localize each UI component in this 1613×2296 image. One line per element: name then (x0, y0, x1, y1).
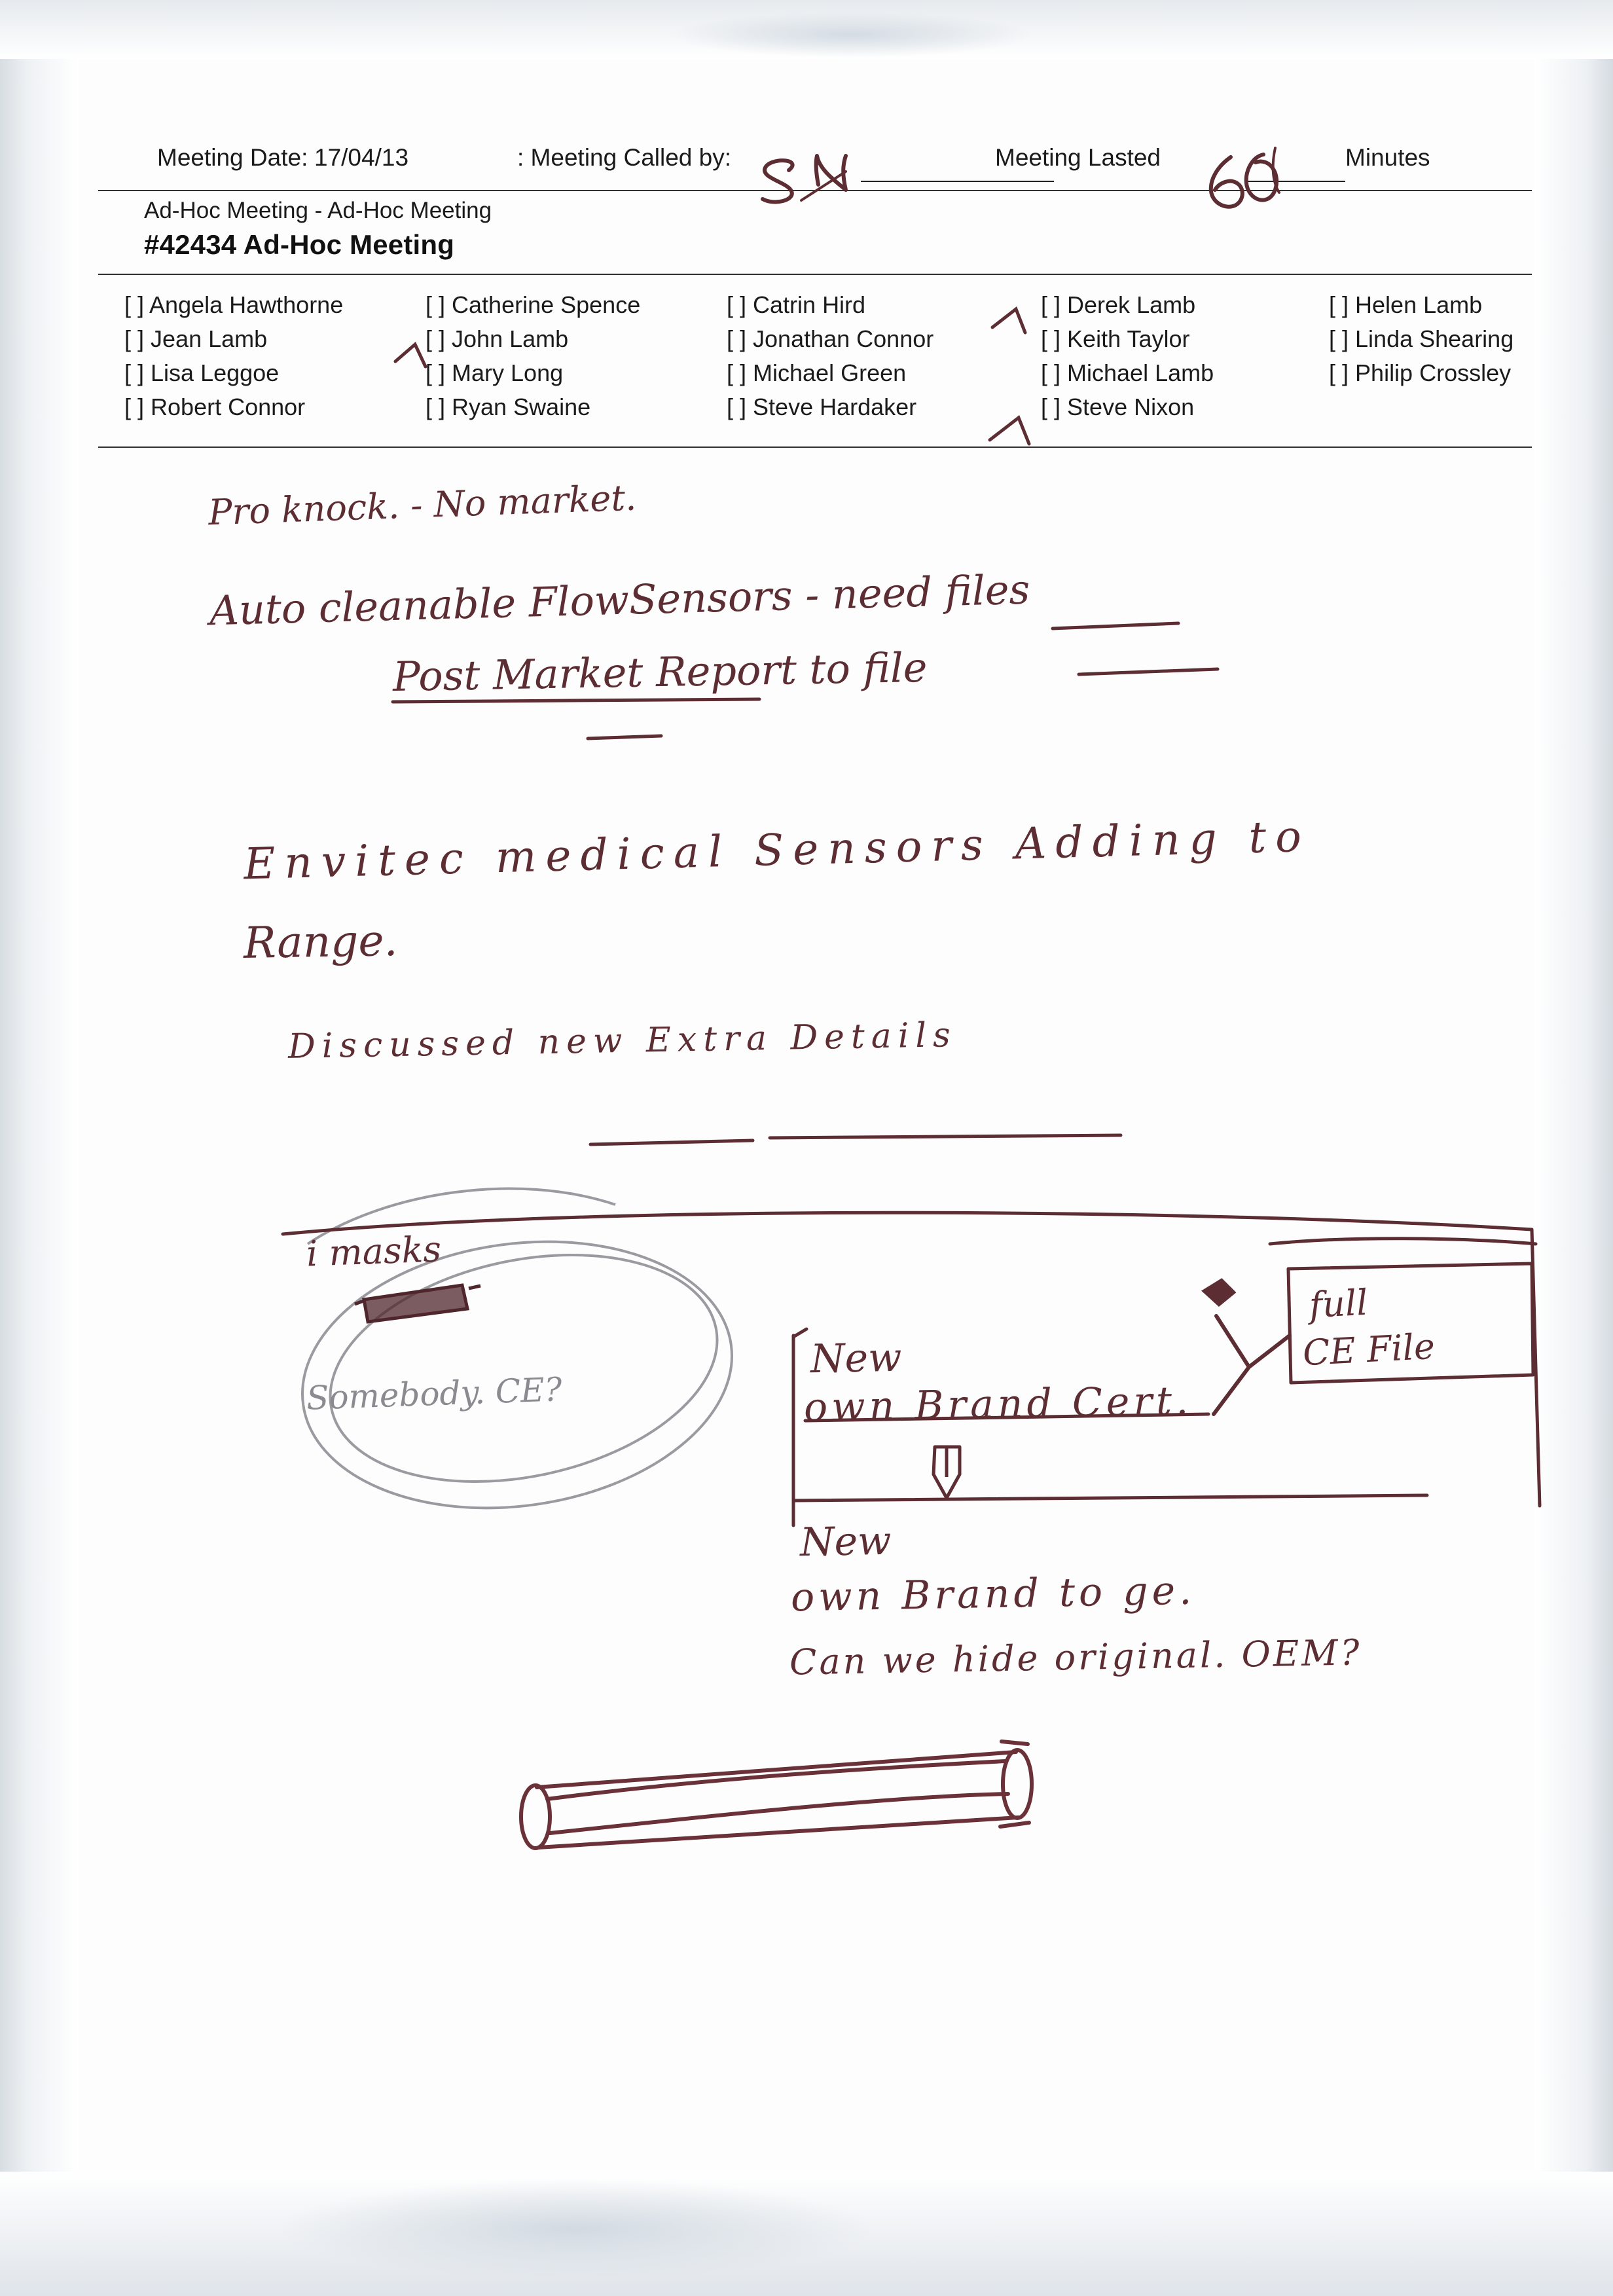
handwritten-note-12: CE File (1301, 1325, 1436, 1374)
handwritten-note-15: Can we hide original. OEM? (789, 1631, 1362, 1683)
attendee-checkbox[interactable]: [ ] (1329, 291, 1349, 318)
attendee-checkbox[interactable]: [ ] (124, 325, 145, 352)
attendee-name: John Lamb (452, 325, 569, 352)
header-divider-rule (98, 190, 1532, 191)
handwritten-note-3: Post Market Report to file (392, 643, 928, 701)
attendee-checkbox[interactable]: [ ] (1041, 393, 1061, 420)
attendee-name: Steve Nixon (1067, 393, 1195, 420)
attendee-checkbox[interactable]: [ ] (1329, 359, 1349, 386)
attendee-checkbox[interactable]: [ ] (1329, 325, 1349, 352)
attendee-name: Keith Taylor (1067, 325, 1190, 352)
attendee-column-4 (1041, 288, 1214, 424)
handwritten-note-6: Discussed new Extra Details (287, 1015, 958, 1066)
attendee-name: Jonathan Connor (753, 325, 934, 352)
attendee-catrin-hird[interactable] (727, 288, 933, 322)
attendee-steve-nixon[interactable] (1041, 390, 1214, 424)
attendee-checkbox[interactable]: [ ] (426, 393, 446, 420)
attendee-steve-hardaker[interactable] (727, 390, 933, 424)
meeting-lasted-label: Meeting Lasted (995, 144, 1161, 171)
attendee-name: Robert Connor (151, 393, 306, 420)
attendee-column-1 (124, 288, 343, 424)
attendee-checkbox[interactable]: [ ] (426, 291, 446, 318)
attendee-name: Angela Hawthorne (149, 291, 344, 318)
attendee-name: Philip Crossley (1355, 359, 1512, 386)
meeting-date-value: 17/04/13 (314, 144, 409, 171)
attendee-column-2 (426, 288, 640, 424)
handwritten-note-2: Auto cleanable FlowSensors - need files (209, 565, 1031, 635)
attendee-lisa-leggoe[interactable] (124, 356, 343, 390)
attendee-name: Ryan Swaine (452, 393, 591, 420)
attendee-checkbox[interactable]: [ ] (426, 359, 446, 386)
attendee-michael-green[interactable] (727, 356, 933, 390)
attendee-name: Jean Lamb (151, 325, 268, 352)
attendee-name: Steve Hardaker (753, 393, 917, 420)
called-by-fill-line (861, 181, 1054, 182)
attendee-column-5 (1329, 288, 1513, 390)
attendee-philip-crossley[interactable] (1329, 356, 1513, 390)
meeting-date-label: Meeting Date: (157, 144, 308, 171)
attendee-keith-taylor[interactable] (1041, 322, 1214, 356)
meeting-minutes-form (98, 137, 1532, 420)
handwritten-note-7: i masks (305, 1228, 443, 1275)
handwritten-note-13: New (799, 1518, 892, 1566)
handwritten-note-4: Envitec medical Sensors Adding to (243, 811, 1311, 890)
handwritten-note-11: full (1308, 1281, 1369, 1326)
attendee-name: Michael Green (753, 359, 907, 386)
title-divider-rule (98, 274, 1532, 275)
handwritten-note-10: own Brand Cert. (803, 1377, 1193, 1431)
attendee-jonathan-connor[interactable] (727, 322, 933, 356)
attendee-helen-lamb[interactable] (1329, 288, 1513, 322)
attendee-checkbox[interactable]: [ ] (727, 359, 747, 386)
attendee-name: Catherine Spence (452, 291, 641, 318)
attendee-name: Michael Lamb (1067, 359, 1214, 386)
attendee-checkbox[interactable]: [ ] (124, 359, 145, 386)
attendee-angela-hawthorne[interactable] (124, 288, 343, 322)
attendee-ryan-swaine[interactable] (426, 390, 640, 424)
attendee-checkbox[interactable]: [ ] (124, 393, 145, 420)
attendee-checkbox[interactable]: [ ] (727, 393, 747, 420)
attendee-checkbox[interactable]: [ ] (727, 325, 747, 352)
attendee-robert-connor[interactable] (124, 390, 343, 424)
called-by-label: : Meeting Called by: (517, 144, 732, 171)
attendee-checkbox[interactable]: [ ] (124, 291, 145, 318)
handwritten-note-1: Pro knock. - No market. (208, 477, 638, 534)
attendee-catherine-spence[interactable] (426, 288, 640, 322)
handwritten-note-14: own Brand to ge. (790, 1567, 1196, 1621)
attendee-name: Linda Shearing (1355, 325, 1514, 352)
attendee-mary-long[interactable] (426, 356, 640, 390)
scan-smudge-bottom (281, 2180, 871, 2278)
attendee-checkbox[interactable]: [ ] (727, 291, 747, 318)
minutes-label: Minutes (1345, 144, 1430, 171)
attendee-checkbox[interactable]: [ ] (1041, 291, 1061, 318)
handwritten-note-8: Somebody. CE? (306, 1370, 563, 1417)
attendee-column-3 (727, 288, 933, 424)
attendee-michael-lamb[interactable] (1041, 356, 1214, 390)
attendee-name: Mary Long (452, 359, 564, 386)
meeting-type-label: Ad-Hoc Meeting - Ad-Hoc Meeting (144, 198, 492, 223)
attendee-checkbox[interactable]: [ ] (1041, 325, 1061, 352)
attendee-john-lamb[interactable] (426, 322, 640, 356)
page-title: #42434 Ad-Hoc Meeting (144, 229, 455, 260)
attendee-name: Lisa Leggoe (151, 359, 280, 386)
attendees-bottom-rule (98, 446, 1532, 448)
attendee-name: Helen Lamb (1355, 291, 1483, 318)
attendee-checkbox[interactable]: [ ] (1041, 359, 1061, 386)
attendee-jean-lamb[interactable] (124, 322, 343, 356)
attendee-checkbox[interactable]: [ ] (426, 325, 446, 352)
attendee-name: Derek Lamb (1067, 291, 1196, 318)
attendee-linda-shearing[interactable] (1329, 322, 1513, 356)
scan-edge-shadow-right (1534, 0, 1613, 2296)
handwritten-note-5: Range. (243, 915, 399, 969)
attendee-name: Catrin Hird (753, 291, 866, 318)
handwritten-note-9: New (810, 1334, 902, 1383)
scan-smudge-top (668, 12, 1034, 58)
attendee-derek-lamb[interactable] (1041, 288, 1214, 322)
lasted-fill-line (1247, 181, 1345, 182)
scan-edge-shadow-left (0, 0, 79, 2296)
